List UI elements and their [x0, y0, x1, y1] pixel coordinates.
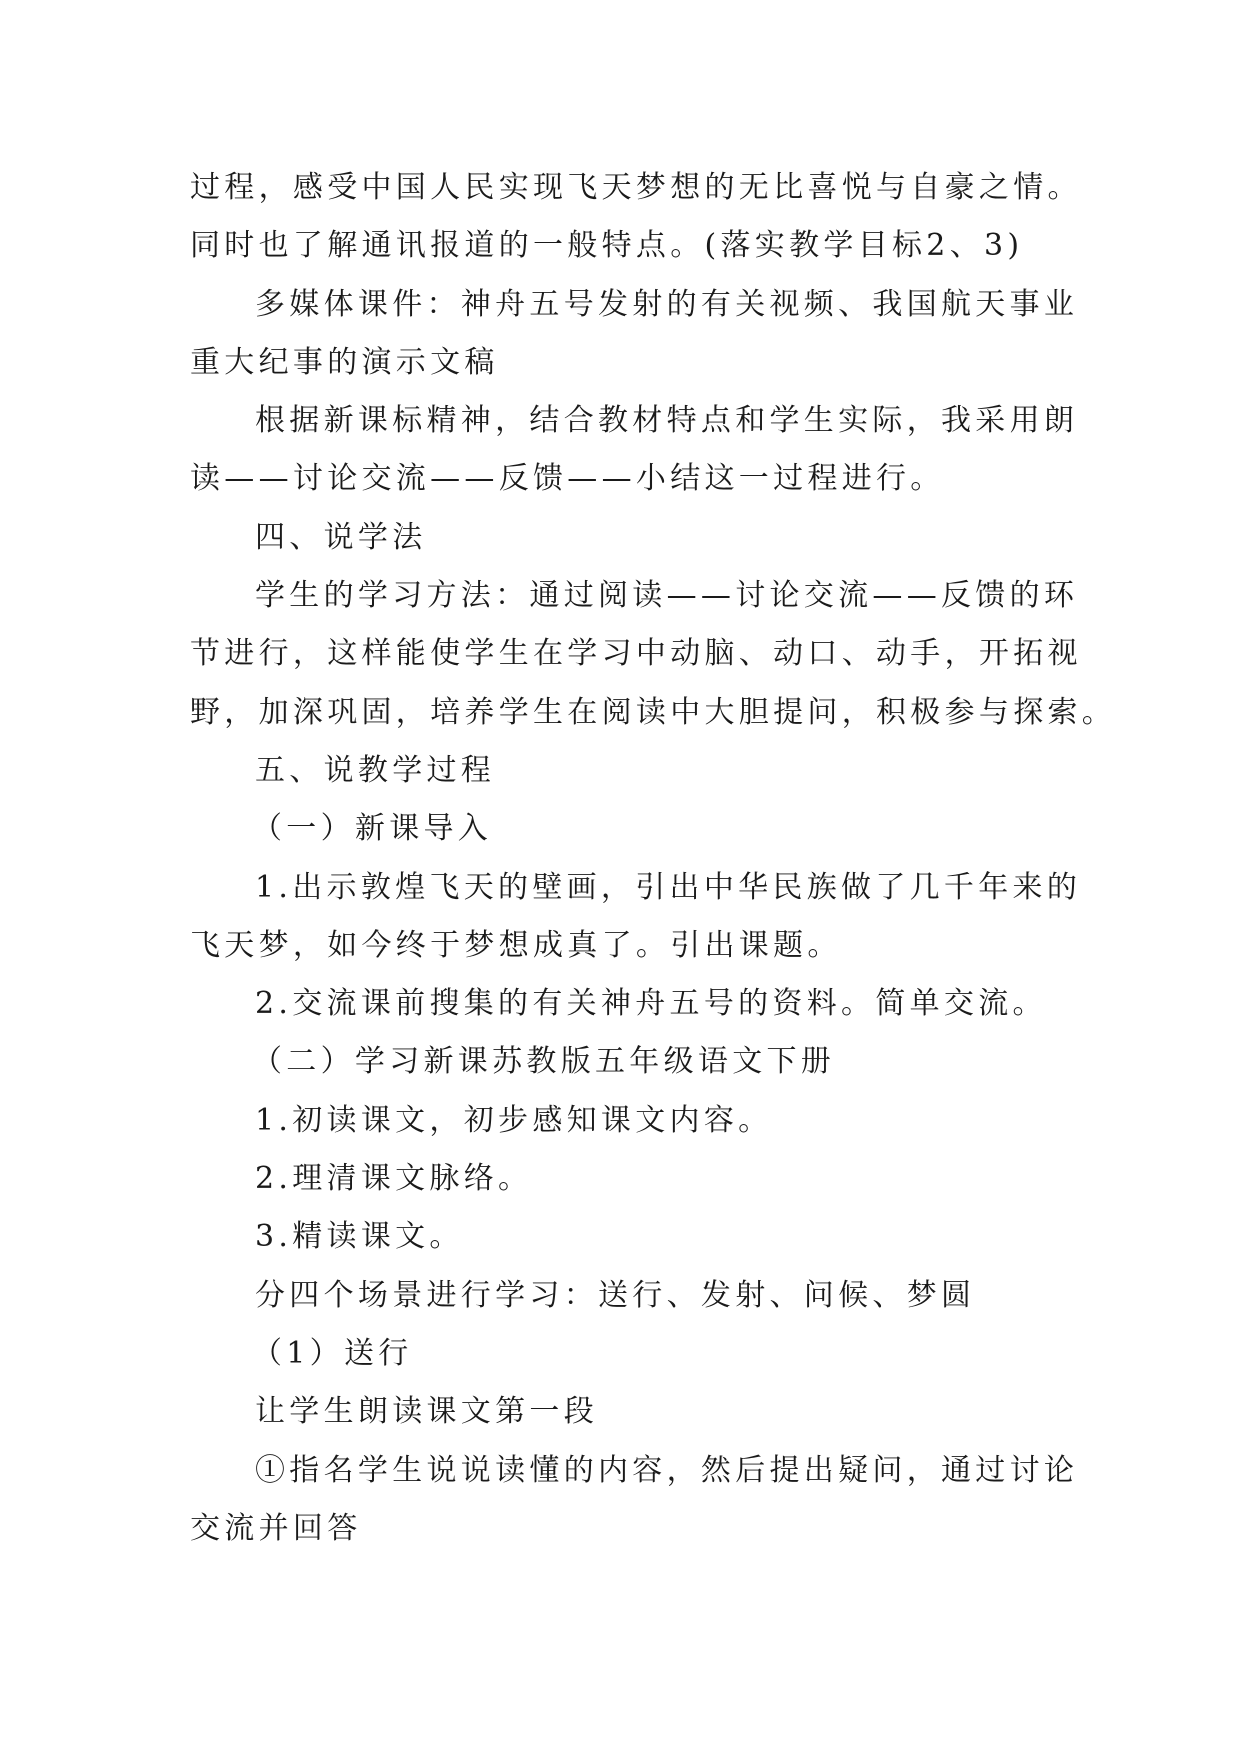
section-heading: 五、说教学过程	[255, 752, 496, 788]
paragraph-start: 1.出示敦煌飞天的壁画，引出中华民族做了几千年来的	[255, 869, 1082, 905]
paragraph-start: 2.理清课文脉络。	[255, 1161, 533, 1197]
subsection-heading: （1）送行	[252, 1335, 413, 1371]
paragraph-start: 多媒体课件：神舟五号发射的有关视频、我国航天事业	[255, 286, 1079, 322]
text-line: 同时也了解通讯报道的一般特点。(落实教学目标2、3)	[190, 228, 1024, 264]
text-line: 节进行，这样能使学生在学习中动脑、动口、动手，开拓视	[190, 636, 1082, 672]
text-line: 野，加深巩固，培养学生在阅读中大胆提问，积极参与探索。	[190, 694, 1117, 730]
paragraph-start: 让学生朗读课文第一段	[255, 1394, 598, 1430]
paragraph-start: 学生的学习方法：通过阅读——讨论交流——反馈的环	[255, 578, 1079, 614]
paragraph-start: 1.初读课文，初步感知课文内容。	[255, 1102, 773, 1138]
subsection-heading: （一）新课导入	[252, 811, 493, 847]
subsection-heading: （二）学习新课苏教版五年级语文下册	[252, 1044, 836, 1080]
text-line: 交流并回答	[190, 1510, 362, 1546]
text-line: 过程，感受中国人民实现飞天梦想的无比喜悦与自豪之情。	[190, 170, 1082, 205]
paragraph-start: 2.交流课前搜集的有关神舟五号的资料。简单交流。	[255, 986, 1047, 1022]
section-heading: 四、说学法	[255, 519, 427, 555]
paragraph-start: 分四个场景进行学习：送行、发射、问候、梦圆	[255, 1277, 976, 1313]
text-line: 重大纪事的演示文稿	[190, 344, 499, 380]
document-body	[190, 159, 1117, 1558]
paragraph-start: 3.精读课文。	[255, 1219, 464, 1255]
text-line: 读——讨论交流——反馈——小结这一过程进行。	[190, 461, 945, 497]
paragraph-start: ①指名学生说说读懂的内容，然后提出疑问，通过讨论	[255, 1452, 1079, 1488]
paragraph-start: 根据新课标精神，结合教材特点和学生实际，我采用朗	[255, 403, 1079, 439]
text-line: 飞天梦，如今终于梦想成真了。引出课题。	[190, 927, 842, 963]
